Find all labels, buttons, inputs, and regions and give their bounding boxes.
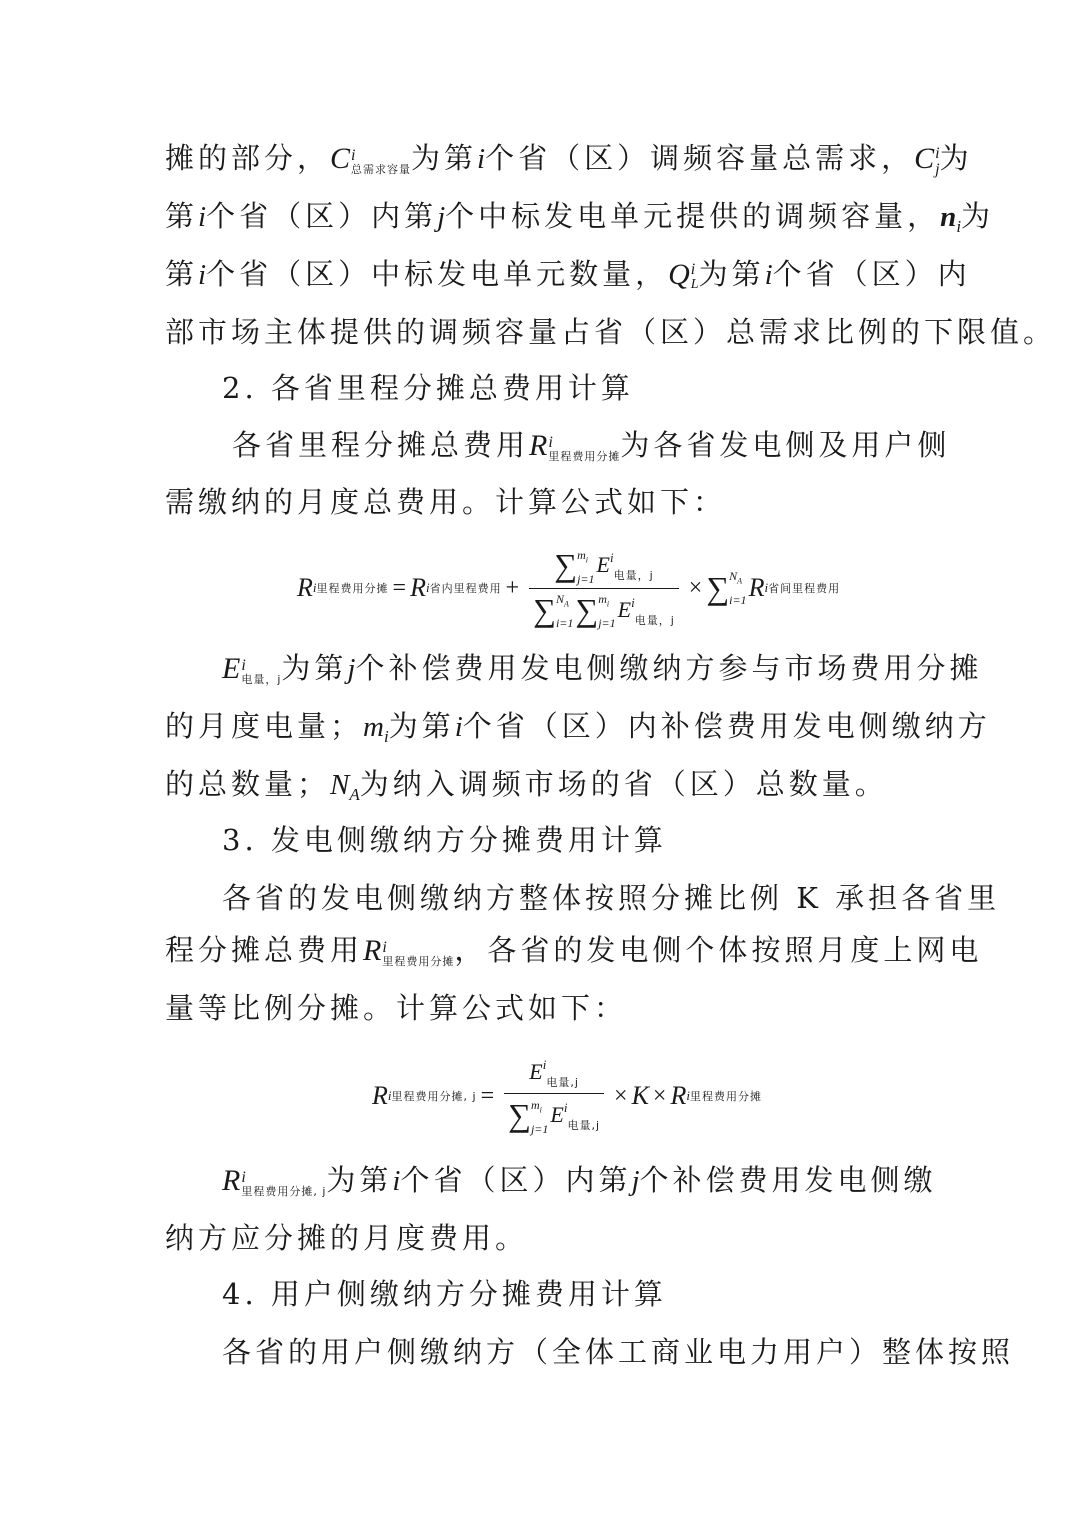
text: 程分摊总费用 xyxy=(165,933,364,967)
paragraph-line-2 xyxy=(165,196,995,247)
text: 个省（区）内 xyxy=(772,257,971,291)
text: 为第 xyxy=(698,257,765,291)
paragraph-line-9 xyxy=(165,764,915,815)
text: 第 xyxy=(165,199,199,233)
math-j: j xyxy=(347,653,356,685)
text: 第 xyxy=(165,257,199,291)
text: 为第 xyxy=(411,141,478,175)
text: 个补偿费用发电侧缴纳方参与市场费用分摊 xyxy=(355,651,983,685)
paragraph-line-14 xyxy=(165,1218,915,1258)
text: 各省的发电侧缴纳方整体按照分摊比例 K 承担各省里 xyxy=(222,881,1001,915)
math-n-a: $N_A$ xyxy=(330,769,360,804)
text: 各省里程分摊总费用 xyxy=(232,428,530,462)
paragraph-line-11 xyxy=(165,930,983,971)
paragraph-line-10 xyxy=(222,878,1001,918)
text: 的月度电量； xyxy=(165,709,364,743)
text: ，各省的发电侧个体按照月度上网电 xyxy=(454,933,983,967)
math-e-energy: E i 电量，j xyxy=(222,652,282,686)
paragraph-line-4 xyxy=(165,312,1057,352)
text: 量等比例分摊。计算公式如下： xyxy=(165,991,628,1025)
math-c-j: C i j xyxy=(914,142,940,179)
section-heading-4 xyxy=(222,1274,915,1314)
math-c-total-demand: C i 总需求容量 xyxy=(330,142,412,176)
math-i: i xyxy=(477,143,486,175)
paragraph-line-13 xyxy=(222,1160,937,1201)
formula-mileage-total: R i 里程费用分摊 = R i 省内里程费用 + ∑ $m_i$ j=1 $E^i_{电量,j}$ ∑ $N_A$ i=1 ∑ $m_i$ j=1 $E^i_{电量,j}$ × ∑ $N_A$ i=1 R i 省间里程费用 xyxy=(297,547,841,630)
text: 个补偿费用发电侧缴 xyxy=(639,1163,937,1197)
math-i: i xyxy=(198,259,207,291)
text: 为第 xyxy=(388,709,455,743)
math-i: i xyxy=(764,259,773,291)
math-j: j xyxy=(631,1165,640,1197)
fraction: $E^i_{电量,j}$ ∑ $m_i$ j=1 $E^i_{电量,j}$ xyxy=(504,1057,604,1134)
text: 个省（区）内第 xyxy=(206,199,438,233)
text: 个中标发电单元提供的调频容量， xyxy=(445,199,941,233)
section-heading-3 xyxy=(222,820,915,860)
text: 为第 xyxy=(281,651,348,685)
math-r-total: R i 里程费用分摊 xyxy=(363,934,455,968)
text: 的总数量； xyxy=(165,767,331,801)
text: 为 xyxy=(939,141,973,175)
paragraph-line-15 xyxy=(222,1332,1015,1372)
text: 个省（区）内补偿费用发电侧缴纳方 xyxy=(462,709,991,743)
math-q-l: Q i L xyxy=(668,258,699,293)
math-m-i: $m_i$ xyxy=(363,711,389,746)
math-i: i xyxy=(392,1165,401,1197)
paragraph-line-5 xyxy=(232,425,951,466)
paragraph-line-6 xyxy=(165,482,915,522)
heading-text: 4. 用户侧缴纳方分摊费用计算 xyxy=(222,1277,667,1311)
text: 部市场主体提供的调频容量占省（区）总需求比例的下限值。 xyxy=(165,315,1057,349)
heading-text: 2. 各省里程分摊总费用计算 xyxy=(222,371,634,405)
heading-text: 3. 发电侧缴纳方分摊费用计算 xyxy=(222,823,667,857)
text: 个省（区）中标发电单元数量， xyxy=(206,257,669,291)
text: 为各省发电侧及用户侧 xyxy=(620,428,951,462)
math-i: i xyxy=(198,201,207,233)
paragraph-line-3 xyxy=(165,254,971,295)
text: 需缴纳的月度总费用。计算公式如下： xyxy=(165,485,727,519)
text: 为第 xyxy=(326,1163,393,1197)
text: 为纳入调频市场的省（区）总数量。 xyxy=(359,767,888,801)
math-j: j xyxy=(437,201,446,233)
text: 个省（区）调频容量总需求， xyxy=(485,141,915,175)
math-r-share-j: R i 里程费用分摊, j xyxy=(222,1164,327,1198)
section-heading-2 xyxy=(222,368,915,408)
text: 个省（区）内第 xyxy=(400,1163,632,1197)
text: 纳方应分摊的月度费用。 xyxy=(165,1221,529,1255)
text: 摊的部分， xyxy=(165,141,331,175)
paragraph-line-1 xyxy=(165,138,973,179)
math-r-total: R i 里程费用分摊 xyxy=(529,429,621,463)
fraction: ∑ $m_i$ j=1 $E^i_{电量,j}$ ∑ $N_A$ i=1 ∑ $m_i$ j=1 $E^i_{电量,j}$ xyxy=(529,547,679,628)
math-i: i xyxy=(454,711,463,743)
paragraph-line-7 xyxy=(222,648,983,689)
text: 为 xyxy=(961,199,995,233)
paragraph-line-8 xyxy=(165,706,991,757)
text: 各省的用户侧缴纳方（全体工商业电力用户）整体按照 xyxy=(222,1335,1015,1369)
paragraph-line-12 xyxy=(165,988,915,1028)
formula-generator-share: R i 里程费用分摊, j = $E^i_{电量,j}$ ∑ $m_i$ j=1 $E^i_{电量,j}$ × K × R i 里程费用分摊 xyxy=(372,1057,762,1136)
math-n-i: $n_i$ xyxy=(940,201,962,236)
